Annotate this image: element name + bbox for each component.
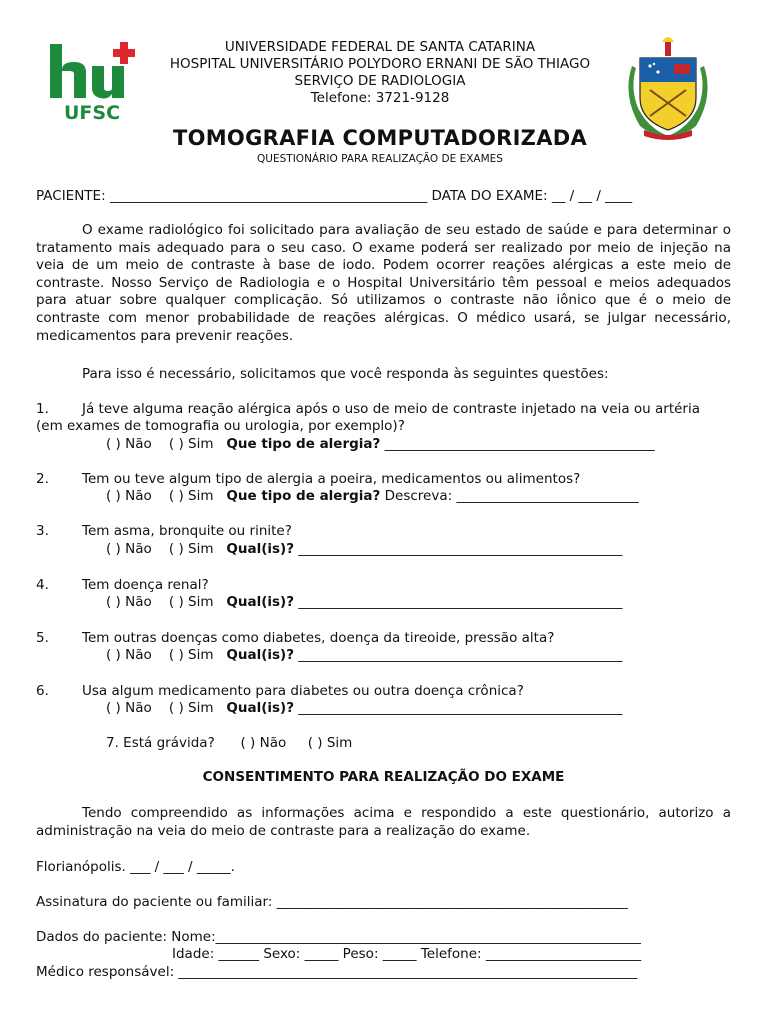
option-no-checkbox[interactable]: ( ) Não — [240, 735, 287, 751]
consent-title: CONSENTIMENTO PARA REALIZAÇÃO DO EXAME — [202, 769, 565, 785]
document-title: TOMOGRAFIA COMPUTADORIZADA — [172, 126, 588, 150]
option-no-checkbox[interactable]: ( ) Não — [106, 541, 152, 557]
patient-line — [36, 187, 632, 205]
question-2-answer — [106, 487, 639, 505]
option-yes-checkbox[interactable]: ( ) Sim — [307, 735, 353, 751]
option-no-checkbox[interactable]: ( ) Não — [106, 647, 152, 663]
hu-ufsc-logo — [48, 40, 140, 122]
header-line-university: UNIVERSIDADE FEDERAL DE SANTA CATARINA — [224, 39, 536, 55]
question-5 — [36, 629, 554, 647]
follow-up-blank[interactable]: ________________________________________ — [380, 436, 655, 452]
option-yes-checkbox[interactable]: ( ) Sim — [168, 488, 214, 504]
question-4 — [36, 576, 209, 594]
question-text: Tem outras doenças como diabetes, doença da tireoide, pressão alta? — [82, 630, 555, 646]
question-3-answer — [106, 540, 622, 558]
follow-up-blank[interactable]: ________________________________________________ — [294, 700, 623, 716]
option-yes-checkbox[interactable]: ( ) Sim — [168, 700, 214, 716]
question-text: Tem doença renal? — [82, 577, 209, 593]
question-2 — [36, 470, 580, 488]
question-1-answer — [106, 435, 655, 453]
follow-up-blank[interactable]: ________________________________________________ — [294, 647, 623, 663]
follow-up-blank[interactable]: ________________________________________________ — [294, 541, 623, 557]
option-no-checkbox[interactable]: ( ) Não — [106, 436, 152, 452]
question-6-answer — [106, 699, 622, 717]
patient-data-line-2[interactable]: Idade: ______ Sexo: _____ Peso: _____ Telefone: _______________________ — [172, 946, 642, 962]
intro-paragraph: O exame radiológico foi solicitado para avaliação de seu estado de saúde e para determinar o tratamento mais adequado para o seu caso. O exame poderá ser realizado por meio de injeção na veia de um meio de contraste à base de iodo. Podem ocorrer reações alérgicas a este meio de contraste. Nosso Serviço de Radiologia e o Hospital Universitário têm pessoal e meios adequados para atuar sobre qualquer complicação. Só utilizamos o contraste não iônico que é o meio de contraste com menor probabilidade de reações alérgicas. O médico usará, se julgar necessário, medicamentos para prevenir reações. — [36, 222, 731, 344]
city-date-line[interactable]: Florianópolis. ___ / ___ / _____. — [36, 859, 235, 875]
ufsc-crest-logo — [618, 36, 718, 144]
question-7 — [106, 734, 352, 752]
header-line-phone: Telefone: 3721-9128 — [310, 90, 450, 106]
follow-up-blank[interactable]: Descreva: ___________________________ — [380, 488, 639, 504]
question-6 — [36, 682, 524, 700]
patient-name-blank[interactable]: _______________________________________________ — [109, 188, 428, 204]
question-7-text: 7. Está grávida? — [106, 735, 215, 751]
question-number: 6. — [36, 683, 49, 699]
question-4-answer — [106, 593, 622, 611]
question-number: 1. — [36, 401, 49, 417]
question-1-continued: (em exames de tomografia ou urologia, por exemplo)? — [36, 418, 405, 434]
exam-date-label[interactable]: DATA DO EXAME: __ / __ / ____ — [427, 188, 633, 204]
option-yes-checkbox[interactable]: ( ) Sim — [168, 647, 214, 663]
question-text: Tem ou teve algum tipo de alergia a poeira, medicamentos ou alimentos? — [82, 471, 581, 487]
doctor-line[interactable]: Médico responsável: ____________________________________________________________________ — [36, 964, 638, 980]
follow-up-label: Qual(is)? — [226, 541, 295, 557]
logo-ufsc-text: UFSC — [64, 102, 121, 122]
question-number: 2. — [36, 471, 49, 487]
question-3 — [36, 522, 292, 540]
follow-up-label: Qual(is)? — [226, 700, 295, 716]
option-yes-checkbox[interactable]: ( ) Sim — [168, 594, 214, 610]
question-5-answer — [106, 646, 622, 664]
question-text: Usa algum medicamento para diabetes ou outra doença crônica? — [82, 683, 524, 699]
option-yes-checkbox[interactable]: ( ) Sim — [168, 541, 214, 557]
document-subtitle: QUESTIONÁRIO PARA REALIZAÇÃO DE EXAMES — [257, 153, 503, 165]
option-no-checkbox[interactable]: ( ) Não — [106, 488, 152, 504]
header-line-hospital: HOSPITAL UNIVERSITÁRIO POLYDORO ERNANI DE SÃO THIAGO — [169, 56, 591, 72]
patient-data-line[interactable]: Dados do paciente: Nome:_______________________________________________________________ — [36, 929, 641, 945]
option-no-checkbox[interactable]: ( ) Não — [106, 594, 152, 610]
follow-up-label: Qual(is)? — [226, 594, 295, 610]
question-number: 3. — [36, 523, 49, 539]
question-1 — [36, 400, 700, 418]
follow-up-label: Que tipo de alergia? — [226, 488, 381, 504]
request-text: Para isso é necessário, solicitamos que você responda às seguintes questões: — [82, 366, 609, 382]
question-text: Tem asma, bronquite ou rinite? — [82, 523, 292, 539]
question-number: 5. — [36, 630, 49, 646]
consent-paragraph: Tendo compreendido as informações acima e respondido a este questionário, autorizo a administração na veia do meio de contraste para a realização do exame. — [36, 805, 731, 839]
signature-line[interactable]: Assinatura do paciente ou familiar: ____________________________________________________ — [36, 894, 628, 910]
follow-up-label: Qual(is)? — [226, 647, 295, 663]
option-yes-checkbox[interactable]: ( ) Sim — [168, 436, 214, 452]
option-no-checkbox[interactable]: ( ) Não — [106, 700, 152, 716]
follow-up-label: Que tipo de alergia? — [226, 436, 381, 452]
question-text: Já teve alguma reação alérgica após o uso de meio de contraste injetado na veia ou artéria — [82, 401, 700, 417]
header-line-service: SERVIÇO DE RADIOLOGIA — [294, 73, 466, 89]
patient-label: PACIENTE: — [36, 188, 110, 204]
follow-up-blank[interactable]: ________________________________________________ — [294, 594, 623, 610]
question-number: 4. — [36, 577, 49, 593]
